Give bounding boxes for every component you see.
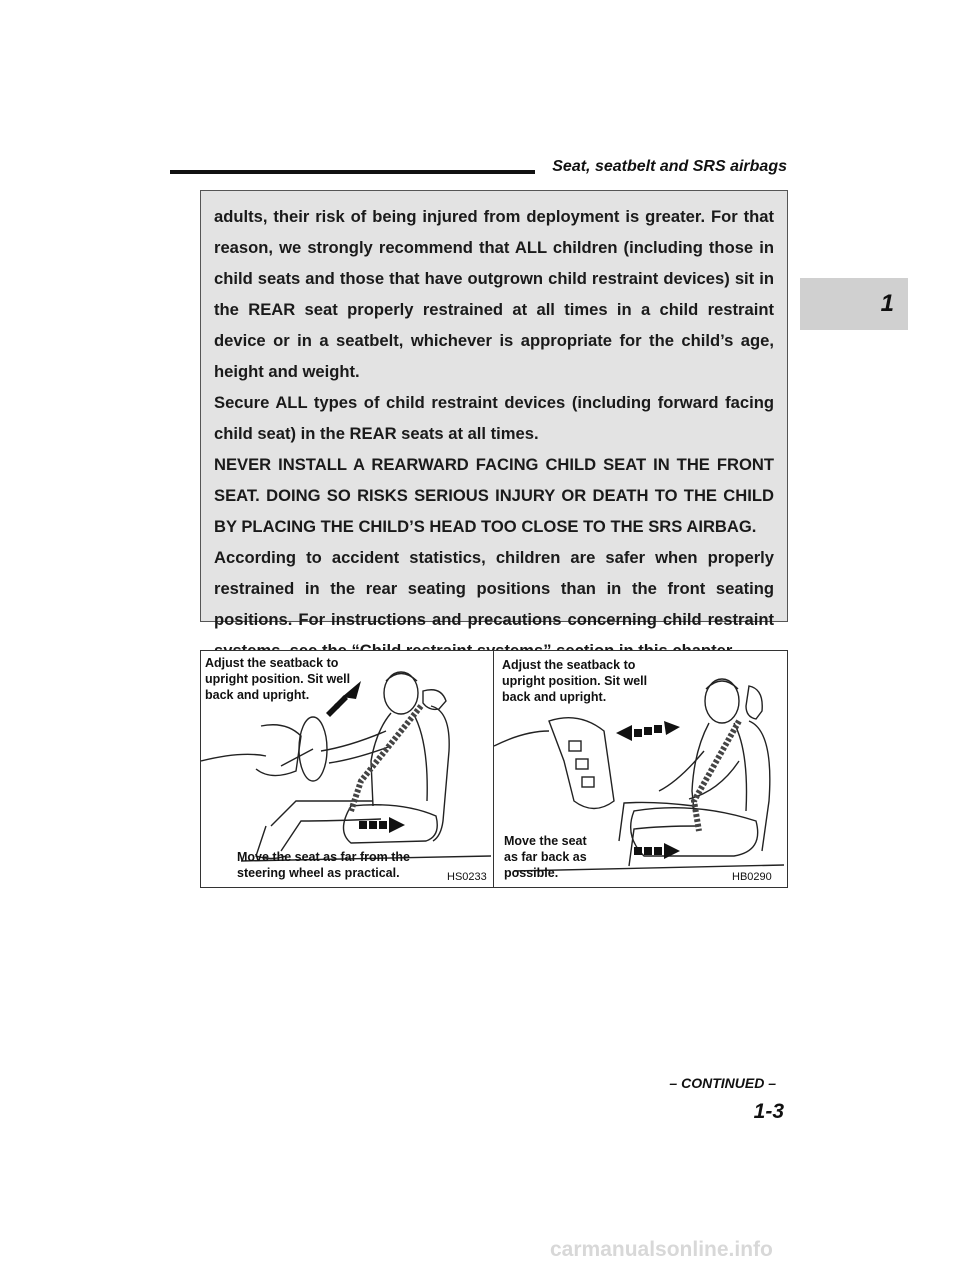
continued-label: – CONTINUED – [669,1075,776,1091]
chapter-tab [800,278,908,330]
chapter-tab-number: 1 [880,290,894,317]
driver-caption-bottom: Move the seat as far from the steering wheel as practical. [237,850,410,880]
warning-box [200,190,788,629]
warning-paragraph-4: According to accident statistics, children are safer when properly restrained in the rear seating positions than in the front seating positions. For instructions and precautions concerning child restraint [214,548,774,629]
page-number: 1-3 [753,1100,784,1123]
passenger-caption-top: Adjust the seatback to upright position. Sit well back and upright. [502,658,648,704]
passenger-figure-code: HB0290 [732,871,772,883]
seating-position-figure [200,650,788,888]
section-header-title: Seat, seatbelt and SRS airbags [552,158,787,175]
figure-panel-passenger [494,651,787,887]
warning-paragraph-1: adults, their risk of being injured from deployment is greater. For that reason, we strongly recommend that ALL children (including those in child seats and those that have outgrown child restraint devices) sit in the REAR seat properly restrained at all times in a child restraint device or in a seatbelt, whichever is appropriate for the child’s age, height and weight. [214,207,774,381]
header-rule [170,170,535,174]
driver-caption-top: Adjust the seatback to upright position. Sit well back and upright. [205,656,351,702]
passenger-caption-bottom: Move the seat as far back as possible. [504,834,587,880]
watermark: carmanualsonline.info [550,1238,773,1261]
warning-paragraph-2: Secure ALL types of child restraint devices (including forward facing child seat) in the REAR seats at all times. [214,393,774,443]
warning-paragraph-3: NEVER INSTALL A REARWARD FACING CHILD SEAT IN THE FRONT SEAT. DOING SO RISKS SERIOUS INJURY OR DEATH TO THE CHILD BY PLACING THE CHILD’S HEAD TOO CLOSE TO THE SRS AIRBAG. [214,455,774,536]
driver-figure-code: HS0233 [447,871,487,883]
figure-panel-driver [201,651,494,887]
